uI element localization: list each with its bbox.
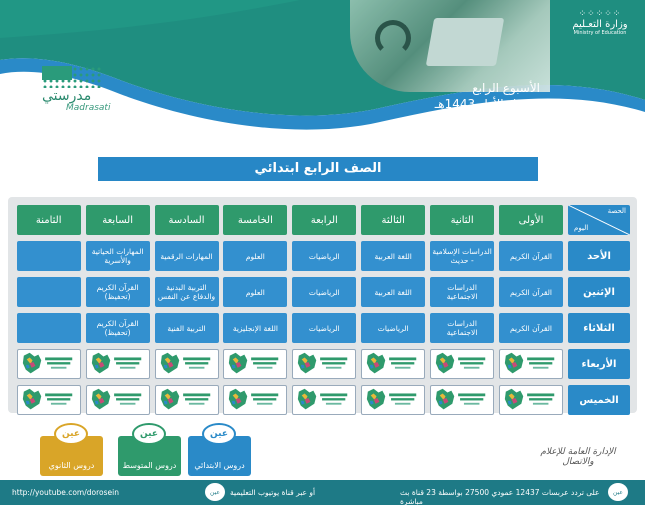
- footer: [0, 480, 645, 505]
- national-day-icon: [18, 386, 80, 414]
- week-label: الأسبوع الرابع: [472, 81, 540, 95]
- national-day-cell: [155, 349, 219, 379]
- period-header: الثانية: [430, 205, 494, 235]
- lesson-cell: اللغة العربية: [361, 241, 425, 271]
- national-day-cell: [86, 349, 150, 379]
- national-day-icon: [431, 350, 493, 378]
- national-day-cell: [499, 349, 563, 379]
- ein-icon: عين: [608, 483, 628, 501]
- ein-badge-icon: عين: [202, 423, 236, 445]
- period-header: السابعة: [86, 205, 150, 235]
- national-day-cell: [292, 385, 356, 415]
- week-info: [370, 80, 540, 112]
- ministry-name-ar: وزارة التعـليم: [572, 19, 628, 30]
- level-card[interactable]: [188, 429, 251, 476]
- corner-day-label: اليوم: [574, 224, 589, 232]
- term-label: الفصل الأول 1443هـ: [434, 97, 540, 111]
- national-day-icon: [156, 350, 218, 378]
- lesson-cell: العلوم: [223, 241, 287, 271]
- schedule-table: [8, 197, 637, 413]
- level-card-label: دروس الابتدائي: [194, 461, 245, 470]
- level-card-label: دروس الثانوي: [48, 461, 95, 470]
- period-header: السادسة: [155, 205, 219, 235]
- youtube-link[interactable]: http://youtube.com/dorosein: [12, 488, 119, 497]
- ministry-logo: [565, 10, 635, 36]
- national-day-icon: [87, 350, 149, 378]
- ein-badge-icon: عين: [54, 423, 88, 445]
- lesson-cell: [17, 313, 81, 343]
- lesson-cell: الرياضيات: [361, 313, 425, 343]
- period-header: الأولى: [499, 205, 563, 235]
- corner-period-label: الحصة: [607, 207, 626, 215]
- national-day-cell: [361, 349, 425, 379]
- national-day-cell: [223, 349, 287, 379]
- lesson-cell: القرآن الكريم: [499, 313, 563, 343]
- ministry-name-en: Ministry of Education: [573, 30, 627, 36]
- national-day-icon: [18, 350, 80, 378]
- lesson-cell: الرياضيات: [292, 241, 356, 271]
- day-label: الخميس: [568, 385, 630, 415]
- lesson-cell: [17, 277, 81, 307]
- day-label: الأربعاء: [568, 349, 630, 379]
- national-day-icon: [224, 350, 286, 378]
- lesson-cell: الرياضيات: [292, 277, 356, 307]
- national-day-icon: [293, 350, 355, 378]
- logo-bar: [42, 66, 72, 80]
- national-day-cell: [17, 349, 81, 379]
- header-photo: [350, 0, 550, 92]
- slogan: الإدارة العامة للإعلام والاتصال: [540, 447, 616, 467]
- logo-name-en: Madrasati: [66, 103, 111, 113]
- lesson-cell: القرآن الكريم (تحفيظ): [86, 313, 150, 343]
- page-title: الصف الرابع ابتدائي: [98, 157, 538, 181]
- lesson-cell: اللغة العربية: [361, 277, 425, 307]
- level-card-label: دروس المتوسط: [122, 461, 177, 470]
- national-day-icon: [500, 350, 562, 378]
- national-day-cell: [499, 385, 563, 415]
- level-card[interactable]: [118, 429, 181, 476]
- national-day-icon: [224, 386, 286, 414]
- period-header: الرابعة: [292, 205, 356, 235]
- lesson-cell: [17, 241, 81, 271]
- lesson-cell: اللغة الإنجليزية: [223, 313, 287, 343]
- schedule-corner: [568, 205, 630, 235]
- day-label: الأحد: [568, 241, 630, 271]
- satellite-info: على تردد عربسات 12437 عمودي 27500 بواسطة 23 قناة بث مباشرة: [400, 488, 600, 505]
- lesson-cell: الدراسات الاجتماعية: [430, 277, 494, 307]
- headphones-icon: [375, 20, 411, 56]
- lesson-cell: القرآن الكريم (تحفيظ): [86, 277, 150, 307]
- ministry-dots-icon: ⁘⁘⁘⁘⁘: [578, 9, 622, 19]
- lesson-cell: الدراسات الاجتماعية: [430, 313, 494, 343]
- lesson-cell: التربية الفنية: [155, 313, 219, 343]
- lesson-cell: الدراسات الإسلامية - حديث: [430, 241, 494, 271]
- ein-badge-icon: عين: [132, 423, 166, 445]
- period-header: الثامنة: [17, 205, 81, 235]
- national-day-icon: [500, 386, 562, 414]
- national-day-cell: [430, 385, 494, 415]
- day-label: الثلاثاء: [568, 313, 630, 343]
- lesson-cell: القرآن الكريم: [499, 277, 563, 307]
- national-day-cell: [86, 385, 150, 415]
- lesson-cell: المهارات الرقمية: [155, 241, 219, 271]
- ein-icon: عين: [205, 483, 225, 501]
- national-day-cell: [223, 385, 287, 415]
- laptop-icon: [426, 18, 504, 66]
- level-card[interactable]: [40, 429, 103, 476]
- logo-name-ar: مدرستي: [42, 88, 92, 104]
- header: [0, 0, 645, 140]
- national-day-icon: [87, 386, 149, 414]
- national-day-icon: [362, 350, 424, 378]
- lesson-cell: المهارات الحياتية والأسرية: [86, 241, 150, 271]
- national-day-cell: [361, 385, 425, 415]
- national-day-cell: [17, 385, 81, 415]
- lesson-cell: التربية البدنية والدفاع عن النفس: [155, 277, 219, 307]
- national-day-cell: [155, 385, 219, 415]
- madrasati-logo: [36, 60, 136, 115]
- national-day-cell: [292, 349, 356, 379]
- lesson-cell: الرياضيات: [292, 313, 356, 343]
- national-day-icon: [293, 386, 355, 414]
- national-day-cell: [430, 349, 494, 379]
- national-day-icon: [156, 386, 218, 414]
- national-day-icon: [431, 386, 493, 414]
- lesson-cell: القرآن الكريم: [499, 241, 563, 271]
- period-header: الخامسة: [223, 205, 287, 235]
- day-label: الإثنين: [568, 277, 630, 307]
- youtube-label: أو عبر قناة يوتيوب التعليمية: [230, 488, 316, 497]
- period-header: الثالثة: [361, 205, 425, 235]
- national-day-icon: [362, 386, 424, 414]
- lesson-cell: العلوم: [223, 277, 287, 307]
